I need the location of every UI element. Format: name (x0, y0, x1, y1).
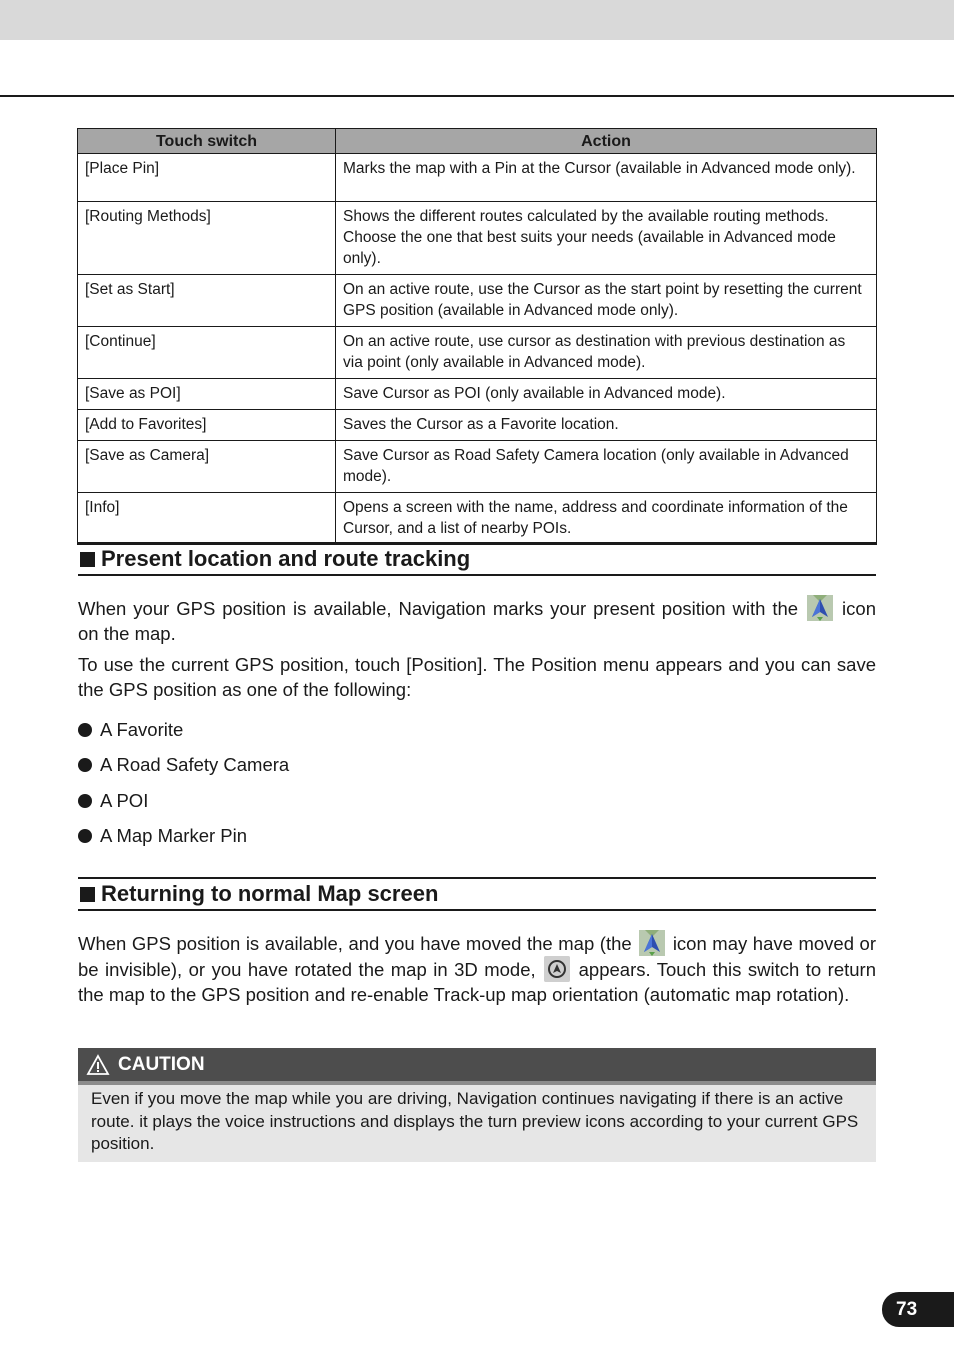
paragraph-returning-map (78, 930, 876, 1007)
action-cell: On an active route, use cursor as destination with previous destination as via point (only available in Advanced mode). (336, 327, 877, 379)
list-item (78, 712, 289, 748)
list-item-label: A POI (100, 789, 149, 811)
caution-text: Even if you move the map while you are driving, Navigation continues navigating if there is an active route. it plays the voice instructions and displays the turn preview icons according to your current GPS position. (78, 1085, 876, 1162)
touch-switch-table (77, 128, 877, 545)
table-row (78, 202, 877, 275)
paragraph-text: icon may have moved or be invisible), or you have rotated the map in 3D mode, (78, 933, 877, 980)
switch-cell: [Add to Favorites] (78, 410, 336, 441)
paragraph-text: appears. Touch this switch to return the map to the GPS position and re-enable Track-up map orientation (automatic map rotation). (78, 959, 877, 1005)
switch-cell: [Place Pin] (78, 154, 336, 202)
action-cell: Marks the map with a Pin at the Cursor (available in Advanced mode only). (336, 154, 877, 202)
header-rule (0, 95, 954, 97)
bullet-icon (78, 829, 92, 843)
return-to-position-icon (544, 956, 570, 982)
list-item (78, 783, 289, 819)
column-header-action: Action (336, 129, 877, 154)
section-square-icon (80, 887, 95, 902)
header-band (0, 0, 954, 40)
page-number: 73 (882, 1292, 954, 1327)
action-cell: Save Cursor as POI (only available in Advanced mode). (336, 379, 877, 410)
list-item-label: A Map Marker Pin (100, 825, 248, 847)
warning-triangle-icon (86, 1054, 110, 1076)
table-row (78, 154, 877, 202)
switch-cell: [Save as POI] (78, 379, 336, 410)
table-header-row (78, 129, 877, 154)
column-header-touch-switch: Touch switch (78, 129, 336, 154)
list-item-label: A Road Safety Camera (100, 754, 290, 776)
list-item-label: A Favorite (100, 718, 184, 740)
table-row (78, 327, 877, 379)
switch-cell: [Set as Start] (78, 275, 336, 327)
section-heading-present-location (78, 542, 876, 576)
list-item (78, 819, 289, 855)
paragraph-position-menu: To use the current GPS position, touch [Position]. The Position menu appears and you can save the GPS position as one of the following: (78, 654, 876, 700)
action-cell: Opens a screen with the name, address and coordinate information of the Cursor, and a list of nearby POIs. (336, 493, 877, 545)
paragraph-text: When GPS position is available, and you have moved the map (the (78, 933, 632, 954)
section-title: Present location and route tracking (101, 546, 471, 571)
paragraph-text: icon on the map. (78, 598, 876, 644)
bullet-icon (78, 723, 92, 737)
save-options-list (78, 712, 289, 854)
paragraph-text: When your GPS position is available, Navigation marks your present position with the (78, 598, 799, 619)
action-cell: Saves the Cursor as a Favorite location. (336, 410, 877, 441)
navigation-arrow-icon (639, 930, 665, 956)
section-heading-returning-map (78, 877, 876, 911)
section-title: Returning to normal Map screen (101, 881, 439, 906)
switch-cell: [Info] (78, 493, 336, 545)
table-row (78, 410, 877, 441)
bullet-icon (78, 794, 92, 808)
navigation-arrow-icon (807, 595, 833, 621)
section-square-icon (80, 552, 95, 567)
switch-cell: [Continue] (78, 327, 336, 379)
table-row (78, 441, 877, 493)
table-row (78, 493, 877, 545)
switch-cell: [Routing Methods] (78, 202, 336, 275)
table-row (78, 275, 877, 327)
caution-header (78, 1048, 876, 1081)
caution-box (78, 1048, 876, 1162)
list-item (78, 748, 289, 784)
action-cell: On an active route, use the Cursor as the start point by resetting the current GPS position (available in Advanced mode only). (336, 275, 877, 327)
switch-cell: [Save as Camera] (78, 441, 336, 493)
caution-title: CAUTION (118, 1053, 205, 1075)
table-row (78, 379, 877, 410)
action-cell: Shows the different routes calculated by the available routing methods. Choose the one that best suits your needs (available in Advanced mode only). (336, 202, 877, 275)
action-cell: Save Cursor as Road Safety Camera location (only available in Advanced mode). (336, 441, 877, 493)
paragraph-present-position (78, 595, 876, 646)
bullet-icon (78, 758, 92, 772)
